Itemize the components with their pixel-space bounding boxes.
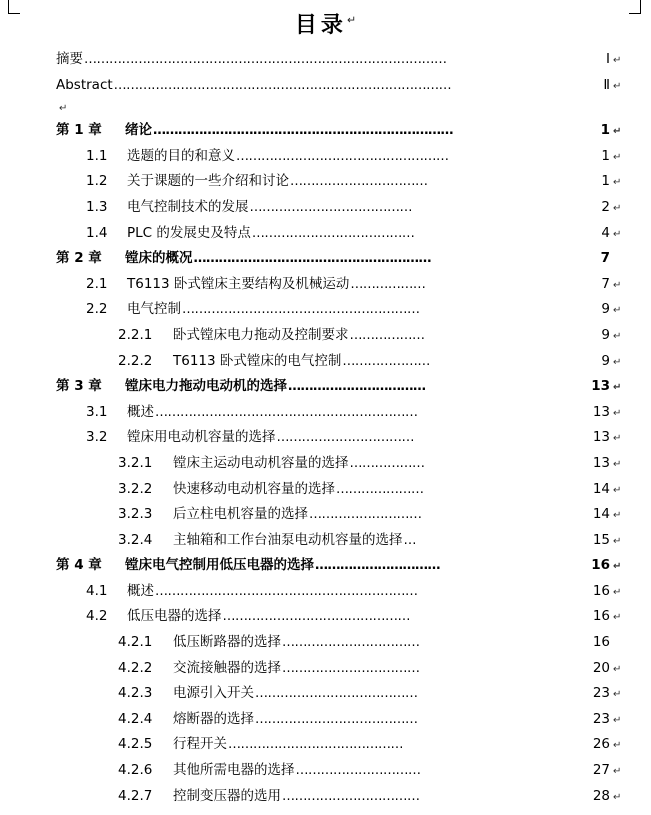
toc-entry-number: 4.2.7	[118, 787, 153, 804]
toc-entry-label: 镗床的概况	[125, 250, 193, 267]
toc-entry-paragraph-mark: ↵	[613, 356, 622, 368]
toc-entry[interactable]	[56, 53, 625, 79]
toc-entry-paragraph-mark: ↵	[613, 766, 622, 778]
toc-entry-page-number: 16	[592, 634, 610, 651]
toc-entry-paragraph-mark: ↵	[613, 177, 622, 189]
toc-entry-page-number: 15	[592, 531, 610, 548]
toc-entry-leader: …………………………………………………	[182, 303, 420, 317]
toc-entry-leader: ……………………………………………………………………………	[84, 53, 447, 66]
toc-entry-leader: …………………………………	[255, 712, 418, 726]
page-title	[0, 0, 651, 39]
toc-entry[interactable]	[56, 531, 625, 560]
toc-entry-page-number: 9	[601, 352, 610, 369]
toc-entry-leader: …………………	[336, 482, 424, 496]
toc-entry-label: T6113 卧式镗床的电气控制	[173, 352, 342, 369]
toc-entry-page-number: 1	[600, 122, 610, 139]
toc-entry-page-number: 13	[592, 454, 610, 471]
toc-entry-page-number: 1	[601, 147, 610, 164]
toc-entry[interactable]	[56, 764, 625, 790]
toc-entry[interactable]	[56, 224, 625, 253]
toc-entry-leader: ………………………………………………………	[155, 405, 418, 419]
toc-entry-page-number: 7	[601, 275, 610, 292]
toc-entry-paragraph-mark: ↵	[613, 714, 622, 726]
toc-entry-label: 交流接触器的选择	[173, 659, 281, 676]
toc-entry-paragraph-mark: ↵	[613, 126, 622, 138]
toc-entry-leader: …………………………	[295, 764, 421, 778]
toc-entry[interactable]	[56, 787, 625, 815]
toc-entry-page-number: Ⅰ	[606, 51, 610, 67]
toc-entry-leader: ………………	[349, 456, 425, 470]
toc-entry-label: Abstract	[56, 76, 113, 93]
toc-entry-label: 电源引入开关	[173, 685, 254, 702]
toc-entry-leader: ………………………………………………………	[155, 584, 418, 598]
toc-entry-leader: ………………………………………	[222, 610, 410, 624]
toc-entry-paragraph-mark: ↵	[613, 510, 622, 522]
toc-entry[interactable]	[56, 380, 625, 406]
toc-entry-page-number: 20	[592, 659, 610, 676]
toc-entry-number: 4.2.2	[118, 659, 153, 676]
toc-entry-paragraph-mark: ↵	[613, 55, 622, 66]
toc-entry-page-number: 9	[601, 326, 610, 343]
toc-entry-label: 快速移动电动机容量的选择	[173, 480, 335, 497]
toc-entry[interactable]	[56, 352, 625, 381]
toc-entry-label: 镗床主运动电动机容量的选择	[173, 454, 349, 471]
toc-entry-leader: …………………………	[315, 559, 440, 573]
toc-entry-number: 4.2.1	[118, 634, 153, 651]
toc-entry-page-number: 16	[592, 608, 610, 625]
toc-entry-number: 3.2.4	[118, 531, 153, 548]
toc-entry-leader: …………………………………………………	[193, 252, 431, 266]
toc-entry-number: 3.2	[86, 429, 108, 446]
toc-entry[interactable]	[56, 76, 625, 105]
toc-entry-leader: …………………	[342, 354, 430, 368]
toc-entry-label: 选题的目的和意义	[127, 147, 235, 164]
toc-entry-label: 关于课题的一些介绍和讨论	[127, 173, 289, 190]
toc-entry-page-number: 4	[601, 224, 610, 241]
toc-entry-label: 概述	[127, 403, 154, 420]
toc-entry-page-number: 7	[600, 250, 610, 267]
toc-entry-page-number: Ⅱ	[603, 76, 610, 93]
toc-entry-label: 低压电器的选择	[127, 608, 222, 625]
toc-entry-paragraph-mark: ↵	[613, 330, 622, 342]
toc-entry-leader: ………………………………………………………………………	[113, 78, 452, 92]
toc-entry-number: 1.4	[86, 224, 108, 241]
table-of-contents	[0, 53, 651, 815]
toc-entry-page-number: 13	[591, 378, 610, 395]
page-title-text: 目录	[294, 13, 347, 38]
toc-entry-number: 3.2.2	[118, 480, 153, 497]
toc-entry-page-number: 26	[592, 736, 610, 753]
toc-entry-number: 1.2	[86, 173, 108, 190]
toc-entry-number: 3.2.1	[118, 454, 153, 471]
toc-entry[interactable]	[56, 252, 625, 278]
toc-entry[interactable]	[56, 508, 625, 534]
toc-entry-paragraph-mark: ↵	[613, 305, 622, 317]
toc-entry-label: 后立柱电机容量的选择	[173, 506, 308, 523]
toc-entry[interactable]	[56, 303, 625, 329]
toc-entry-leader: ……………………………………………	[236, 149, 449, 163]
toc-entry-paragraph-mark: ↵	[613, 80, 622, 92]
toc-entry-leader: ……………………………	[276, 431, 414, 445]
toc-entry-page-number: 16	[591, 557, 610, 574]
toc-entry-label: 卧式镗床电力拖动及控制要求	[173, 326, 349, 343]
toc-entry-number: 2.2.2	[118, 352, 153, 369]
toc-entry-page-number: 13	[592, 429, 610, 446]
toc-entry-paragraph-mark: ↵	[613, 433, 622, 445]
toc-entry-number: 1.3	[86, 198, 108, 215]
toc-entry-paragraph-mark: ↵	[613, 586, 622, 598]
toc-entry-page-number: 2	[601, 198, 610, 215]
toc-entry-label: 其他所需电器的选择	[173, 762, 295, 779]
toc-entry[interactable]	[56, 582, 625, 611]
toc-entry[interactable]	[56, 198, 625, 227]
toc-entry-label: 低压断路器的选择	[173, 634, 281, 651]
toc-entry-number: 4.2.5	[118, 736, 153, 753]
toc-entry-leader: ……………………………	[288, 380, 426, 394]
toc-entry-paragraph-mark: ↵	[613, 561, 622, 573]
toc-entry-paragraph-mark: ↵	[613, 535, 622, 547]
toc-entry-leader: ……………………………	[282, 789, 420, 803]
toc-entry-leader: ……………………………	[282, 636, 420, 650]
toc-entry-label: 绪论	[125, 122, 152, 139]
toc-entry-label: T6113 卧式镗床主要结构及机械运动	[127, 275, 350, 292]
toc-entry[interactable]	[56, 431, 625, 457]
toc-entry-page-number: 16	[592, 582, 610, 599]
toc-entry-paragraph-mark: ↵	[613, 407, 622, 419]
toc-entry-number: 第 2 章	[56, 250, 102, 267]
toc-entry[interactable]	[56, 636, 625, 662]
toc-entry-page-number: 13	[592, 403, 610, 420]
toc-entry-label: 镗床电力拖动电动机的选择	[125, 378, 287, 395]
toc-entry-number: 3.2.3	[118, 506, 153, 523]
toc-entry[interactable]	[56, 326, 625, 355]
toc-blank-paragraph-mark: ↵	[59, 103, 68, 115]
toc-entry-paragraph-mark: ↵	[613, 612, 622, 624]
toc-entry-leader: ………………………………………………………………	[153, 124, 453, 138]
toc-entry-leader: ……………………………………	[228, 738, 403, 752]
toc-entry-number: 2.1	[86, 275, 108, 292]
toc-entry-label: 镗床电气控制用低压电器的选择	[125, 557, 314, 574]
toc-entry[interactable]	[56, 454, 625, 483]
toc-entry[interactable]	[56, 175, 625, 201]
toc-entry[interactable]	[56, 480, 625, 509]
toc-entry-page-number: 27	[592, 762, 610, 779]
toc-entry-number: 4.2.6	[118, 762, 153, 779]
toc-entry-page-number: 23	[592, 710, 610, 727]
toc-entry-label: 电气控制	[127, 301, 181, 318]
toc-entry-page-number: 14	[592, 506, 610, 523]
toc-entry[interactable]	[56, 275, 625, 304]
toc-entry-paragraph-mark: ↵	[613, 228, 622, 240]
toc-entry[interactable]	[56, 610, 625, 636]
toc-entry-label: 主轴箱和工作台油泵电动机容量的选择	[173, 531, 403, 548]
toc-entry-leader: ………………	[349, 328, 425, 342]
toc-entry-number: 4.2.3	[118, 685, 153, 702]
toc-entry-number: 第 1 章	[56, 122, 102, 139]
toc-entry-page-number: 1	[601, 173, 610, 190]
toc-entry-label: 控制变压器的选用	[173, 787, 281, 804]
toc-entry-paragraph-mark: ↵	[613, 382, 622, 394]
toc-entry-paragraph-mark: ↵	[613, 279, 622, 291]
toc-entry-leader: ……………………………	[282, 661, 420, 675]
toc-entry-page-number: 9	[601, 301, 610, 318]
page-title-container	[0, 0, 651, 39]
toc-entry-label: 摘要	[56, 51, 83, 67]
toc-entry-leader: ………………	[350, 277, 426, 291]
toc-entry-number: 第 3 章	[56, 378, 102, 395]
toc-entry-paragraph-mark: ↵	[613, 484, 622, 496]
toc-entry-paragraph-mark: ↵	[613, 202, 622, 214]
toc-entry-number: 4.2.4	[118, 710, 153, 727]
toc-entry[interactable]	[56, 559, 625, 585]
toc-entry[interactable]	[56, 659, 625, 688]
toc-entry-page-number: 14	[592, 480, 610, 497]
toc-entry-number: 2.2.1	[118, 326, 153, 343]
toc-entry-leader: …	[403, 533, 416, 547]
toc-entry[interactable]	[56, 147, 625, 176]
paragraph-mark: ↵	[346, 13, 357, 27]
toc-entry-number: 1.1	[86, 147, 108, 164]
toc-entry-paragraph-mark: ↵	[613, 740, 622, 752]
toc-entry-number: 4.2	[86, 608, 108, 625]
toc-entry-leader: …………………………………	[251, 226, 415, 240]
toc-entry-paragraph-mark: ↵	[613, 458, 622, 470]
toc-entry-label: PLC 的发展史及特点	[127, 224, 251, 241]
toc-entry-page-number: 23	[592, 685, 610, 702]
toc-entry-leader: …………………………………	[255, 687, 418, 701]
toc-entry-leader: …………………………………	[249, 200, 412, 214]
toc-entry-leader: ………………………	[309, 508, 422, 522]
toc-entry-label: 镗床用电动机容量的选择	[127, 429, 276, 446]
toc-entry-paragraph-mark: ↵	[613, 663, 622, 675]
toc-entry-number: 4.1	[86, 582, 108, 599]
toc-entry-label: 概述	[127, 582, 154, 599]
toc-entry-leader: ……………………………	[290, 175, 428, 189]
toc-entry-number: 2.2	[86, 301, 108, 318]
toc-entry[interactable]	[56, 738, 625, 764]
toc-entry[interactable]	[56, 687, 625, 713]
toc-entry[interactable]	[56, 124, 625, 150]
toc-entry-paragraph-mark: ↵	[613, 791, 622, 803]
toc-entry-label: 熔断器的选择	[173, 710, 254, 727]
toc-entry-page-number: 28	[592, 787, 610, 804]
toc-entry[interactable]	[56, 403, 625, 432]
toc-entry-label: 电气控制技术的发展	[127, 198, 249, 215]
toc-entry-number: 第 4 章	[56, 557, 102, 574]
toc-entry-paragraph-mark: ↵	[613, 151, 622, 163]
toc-entry-paragraph-mark: ↵	[613, 689, 622, 701]
toc-entry-number: 3.1	[86, 403, 108, 420]
toc-entry[interactable]	[56, 710, 625, 739]
toc-entry-label: 行程开关	[173, 736, 227, 753]
